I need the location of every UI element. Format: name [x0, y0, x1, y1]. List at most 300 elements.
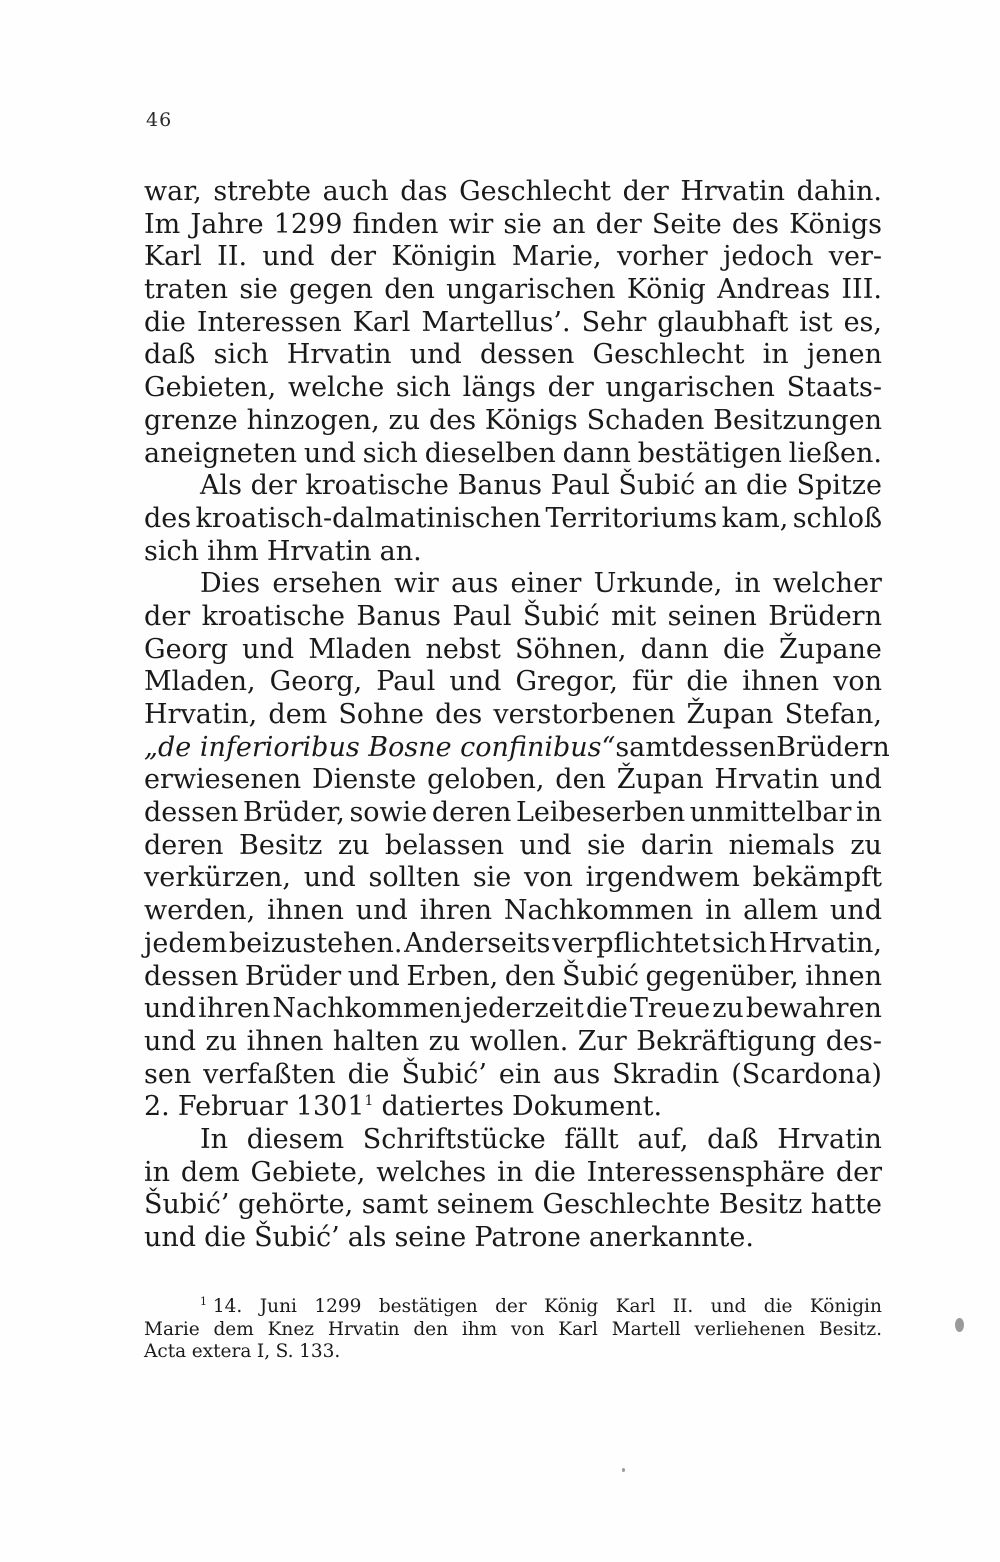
word: Paul [452, 600, 512, 632]
word: gegen [289, 274, 373, 306]
word: zu [712, 993, 744, 1025]
footnote-word: verliehenen [694, 1318, 806, 1340]
word: Karl [144, 241, 202, 273]
word: Anderseits [404, 927, 551, 959]
footnote-line [144, 1341, 882, 1364]
word: Andreas [717, 274, 831, 306]
word: wir [448, 208, 494, 240]
word: Sehr [581, 306, 647, 338]
footnote-word: Acta [144, 1341, 187, 1362]
word: dem [268, 699, 328, 730]
word: Dienste [311, 764, 417, 796]
word: in [705, 895, 732, 927]
word: auf, [637, 1123, 689, 1155]
word: deren [144, 829, 224, 861]
word: längs [462, 372, 536, 404]
word: sich [712, 927, 768, 959]
paper-speck [955, 1318, 964, 1332]
word: und [303, 862, 356, 894]
word: und [519, 829, 572, 861]
word: den [384, 274, 435, 306]
footnote-word: extera [191, 1341, 252, 1362]
word: ver- [828, 241, 882, 273]
text-line [144, 339, 882, 372]
text-line [144, 1026, 882, 1059]
word: Župan [686, 699, 774, 730]
word: kroatische [305, 470, 449, 502]
text-line [144, 307, 882, 340]
word: des [428, 404, 477, 436]
text-line [144, 1059, 882, 1092]
word: samt [361, 1189, 429, 1221]
word: Banus [356, 600, 441, 632]
word: irgendwem [585, 862, 740, 894]
word: Staats- [786, 372, 882, 404]
word: als [347, 1222, 387, 1253]
text-line [144, 372, 882, 405]
word: kam, [721, 502, 789, 534]
word: verstorbenen [493, 699, 676, 730]
word: sie [239, 274, 278, 306]
text-line [144, 895, 882, 928]
text-line [144, 928, 882, 961]
word: des- [825, 1025, 882, 1057]
text-line [144, 470, 882, 503]
word: Paul [550, 470, 610, 502]
word: Territoriums [545, 502, 718, 534]
word: Hrvatin [266, 535, 372, 567]
word: III. [841, 274, 882, 306]
word: Šubić’ [144, 1189, 230, 1221]
word: Šubić [562, 960, 639, 992]
word: Urkunde, [593, 568, 723, 600]
word: 1299 [273, 208, 343, 240]
word: in [144, 1156, 171, 1188]
word: hatte [810, 1189, 882, 1221]
word: Hrvatin [286, 339, 392, 371]
word: und [242, 633, 295, 665]
word: traten [144, 274, 229, 306]
word: Paul [376, 666, 436, 698]
word: welche [287, 372, 385, 404]
word: Königin [391, 241, 497, 273]
word: dann [640, 633, 709, 665]
word: (Scardona) [731, 1058, 882, 1090]
word: seinem [436, 1189, 535, 1221]
word: der [547, 372, 594, 404]
footnote [144, 1296, 882, 1364]
word: zu [337, 829, 370, 861]
word: der [622, 176, 669, 207]
word: ihnen [742, 666, 820, 698]
footnote-word: Karl [615, 1296, 656, 1317]
word: Banus [457, 470, 543, 502]
word: dessen [480, 339, 575, 371]
word: Schaden [586, 404, 705, 436]
word: Geschlecht [459, 176, 611, 207]
text-line [144, 1091, 882, 1124]
word: jedoch [722, 241, 814, 273]
word: sie [472, 862, 512, 894]
word: ihnen [267, 895, 344, 927]
word: Skradin [612, 1058, 720, 1090]
word: der [835, 1156, 882, 1188]
word: von [833, 666, 882, 698]
word: Župane [779, 633, 882, 665]
footnote-reference: 1 [364, 1093, 374, 1110]
body-text [144, 176, 890, 1255]
word: daß [144, 339, 196, 371]
word: und [144, 1025, 197, 1057]
text-line [144, 209, 882, 242]
word: in [855, 797, 882, 829]
word: Königs [484, 404, 578, 436]
word: deren [431, 797, 512, 829]
word: nebst [425, 633, 501, 665]
word: des [435, 699, 483, 730]
word: und [829, 764, 882, 796]
word: samt [615, 731, 682, 763]
word: Söhnen, [515, 633, 627, 665]
word: dem [180, 1156, 240, 1188]
word: ein [498, 1058, 541, 1090]
word: sollten [368, 862, 461, 894]
text-line [144, 568, 882, 601]
text-line [144, 666, 882, 699]
word: Karl [352, 306, 411, 338]
word: 2. [144, 1091, 170, 1123]
footnote-word: I, [256, 1341, 271, 1362]
word: vorher [616, 241, 708, 273]
word: und [449, 666, 502, 698]
text-line [144, 1124, 882, 1157]
word: ihren [198, 993, 271, 1025]
word: in [497, 1156, 524, 1188]
word: niemals [728, 829, 835, 861]
word: ungarischen [605, 372, 775, 404]
word: auch [322, 176, 389, 207]
word: zu [205, 1025, 238, 1057]
footnote-word: Königin [809, 1296, 882, 1317]
word: ließen. [788, 437, 882, 469]
word: und [303, 437, 356, 469]
footnote-word: 133. [299, 1341, 341, 1362]
word: In [200, 1123, 229, 1155]
word: den [504, 960, 556, 992]
word: Brüder, [242, 797, 345, 829]
word: Nachkommen [503, 895, 694, 927]
word: ungarischen [446, 274, 616, 306]
word: Spitze [796, 470, 882, 502]
word: geloben, [427, 764, 545, 796]
word: Gebiete, [250, 1156, 366, 1188]
word: gegenüber, [645, 960, 799, 992]
word: welches [376, 1156, 487, 1188]
word: ersehen [272, 568, 382, 600]
word: dessen [681, 731, 777, 763]
word: Mladen [308, 633, 412, 665]
word: aneigneten [144, 437, 297, 469]
word: fällt [564, 1123, 619, 1155]
word: Besitz [718, 1189, 803, 1221]
word: Geschlechte [542, 1189, 711, 1221]
word: Mladen, [144, 666, 256, 698]
footnote-word: 1299 [314, 1296, 362, 1317]
footnote-word: $^1$ 14. [200, 1294, 243, 1317]
word: und [409, 339, 462, 371]
text-line [144, 862, 882, 895]
word: Treue [629, 993, 711, 1025]
word: belassen [384, 829, 504, 861]
text-line [144, 274, 882, 307]
word: Brüder [244, 960, 342, 992]
word: Hrvatin [680, 176, 786, 207]
word: Nachkommen [272, 993, 462, 1025]
word: ihnen [246, 1025, 324, 1057]
text-line [144, 634, 882, 667]
text-line [144, 536, 882, 569]
footnote-word: Martell [611, 1318, 681, 1340]
footnote-word: bestätigen [378, 1296, 478, 1317]
footnote-word: die [763, 1296, 793, 1317]
text-line [144, 1222, 882, 1255]
word: Geschlecht [592, 339, 745, 371]
word: Interessen [196, 306, 342, 338]
text-line [144, 1189, 882, 1222]
text-line [144, 764, 882, 797]
word: verkürzen, [144, 862, 291, 894]
word: und [355, 895, 408, 927]
word: Brüdern [776, 731, 890, 763]
footnote-word: den [413, 1318, 449, 1340]
paper-speck [622, 1468, 625, 1472]
word: und [144, 993, 197, 1025]
word: Gebieten, [144, 372, 277, 404]
word: schloß [792, 502, 882, 534]
word: den [555, 764, 606, 796]
word: Königs [789, 208, 882, 240]
text-line [144, 699, 882, 732]
word: in [734, 568, 761, 600]
word: Seite [651, 208, 722, 240]
footnote-word: II. [672, 1296, 694, 1317]
word: war, [144, 176, 202, 207]
word: der [595, 208, 642, 240]
word: und [144, 1222, 197, 1253]
footnote-word: und [710, 1296, 747, 1317]
word: dahin. [796, 176, 882, 207]
word: beizustehen. [228, 927, 403, 959]
word: Šubić’ [401, 1058, 487, 1090]
word: in [762, 339, 789, 371]
word: dessen [144, 797, 239, 829]
word: die [144, 306, 186, 338]
word: grenze [144, 404, 238, 436]
word: Februar [177, 1091, 288, 1123]
word: Interessensphäre [586, 1156, 826, 1188]
word: Šubić’ [254, 1222, 340, 1253]
footnote-word: Karl [558, 1318, 598, 1340]
word: die [722, 633, 765, 665]
word: Sohne [338, 699, 424, 730]
word: und [347, 960, 400, 992]
word: ist [799, 306, 833, 338]
word: der [250, 470, 297, 502]
word: ihren [419, 895, 493, 927]
word: Zur [577, 1025, 627, 1057]
word: Stefan, [784, 699, 882, 730]
word: einer [510, 568, 582, 600]
word: sich [213, 339, 269, 371]
word: zu [428, 1025, 461, 1057]
word: anerkannte. [588, 1222, 754, 1253]
word: die [204, 1222, 247, 1253]
text-line [144, 1157, 882, 1190]
word: an. [379, 535, 422, 567]
word: Als [200, 470, 242, 502]
word: an [551, 208, 586, 240]
word: Im [144, 208, 181, 240]
word: 1301$^1$ [295, 1091, 374, 1123]
word: zu [388, 404, 421, 436]
word: jederzeit [463, 993, 585, 1025]
word: jenen [806, 339, 882, 371]
word: sich [144, 535, 200, 567]
word: Hrvatin, [144, 699, 258, 730]
page-number: 46 [146, 109, 173, 131]
word: erwiesenen [144, 764, 302, 796]
word: kroatische [201, 600, 346, 632]
word: welcher [772, 568, 882, 600]
text-line [144, 993, 882, 1026]
word: diesem [246, 1123, 345, 1155]
word: wir [394, 568, 439, 600]
word: halten [332, 1025, 420, 1057]
word: die [686, 666, 729, 698]
word: an [703, 470, 738, 502]
footnote-word: ihm [461, 1318, 498, 1340]
word: aus [552, 1058, 601, 1090]
word: Patrone [474, 1222, 581, 1253]
word: seine [394, 1222, 467, 1253]
text-line [144, 797, 882, 830]
footnote-word: Hrvatin [327, 1318, 400, 1340]
text-line [144, 731, 890, 765]
text-line [144, 601, 882, 634]
word: der [144, 600, 191, 632]
word: wollen. [469, 1025, 569, 1057]
word: seinen [667, 600, 757, 632]
word: Erben, [406, 960, 499, 992]
word: strebte [213, 176, 312, 207]
word: Jahre [190, 208, 264, 240]
word: sich [395, 372, 451, 404]
text-line [144, 438, 882, 471]
word: es, [843, 306, 882, 338]
word: allem [743, 895, 819, 927]
text-line [144, 961, 882, 994]
word: Georg [144, 633, 228, 665]
word: König [626, 274, 706, 306]
word: Besitzungen [713, 404, 882, 436]
text-line [144, 830, 882, 863]
word: Schriftstücke [362, 1123, 546, 1155]
text-line [144, 405, 882, 438]
word: Marie, [511, 241, 602, 273]
word: zu [850, 829, 882, 861]
word: darin [640, 829, 714, 861]
word: werden, [144, 895, 256, 927]
word: für [632, 666, 673, 698]
footnote-word: von [510, 1318, 545, 1340]
word: kroatisch-dalmatinischen [195, 502, 542, 534]
footnote-word: König [544, 1296, 599, 1317]
word: unmittelbar [689, 797, 852, 829]
word: verpflichtet [552, 927, 711, 959]
word: gehörte, [238, 1189, 354, 1221]
footnote-word: Marie [144, 1318, 200, 1340]
text-line [144, 176, 882, 209]
word: Georg, [269, 666, 363, 698]
word: dessen [144, 960, 239, 992]
word: jedem [144, 927, 228, 959]
word: datiertes [381, 1091, 504, 1123]
word: Dokument. [512, 1091, 663, 1123]
footnote-word: S. [275, 1341, 294, 1362]
word: dieselben [424, 437, 556, 469]
word: sie [586, 829, 626, 861]
word: Hrvatin, [768, 927, 882, 959]
word: Brüdern [768, 600, 882, 632]
word: aus [450, 568, 499, 600]
word: Martellus’. [421, 306, 571, 338]
word: sen [144, 1058, 192, 1090]
word: und [262, 241, 315, 273]
word: ihm [207, 535, 259, 567]
word: die [586, 993, 628, 1025]
word: die [533, 1156, 576, 1188]
footnote-word: Knez [267, 1318, 315, 1340]
word: sie [503, 208, 542, 240]
word: Šubić [522, 600, 600, 632]
word: von [524, 862, 573, 894]
word: finden [352, 208, 439, 240]
word: hinzogen, [246, 404, 380, 436]
word: daß [707, 1123, 759, 1155]
word: II. [217, 241, 248, 273]
footnote-word: Besitz. [818, 1318, 882, 1340]
footnote-word: Juni [259, 1296, 297, 1317]
word: das [400, 176, 448, 207]
word: bewahren [745, 993, 882, 1025]
word: Besitz [239, 829, 323, 861]
word: des [144, 502, 192, 534]
word: sich [362, 437, 418, 469]
word: Hrvatin [714, 764, 820, 796]
word: bestätigen [637, 437, 782, 469]
word: Župan [616, 764, 704, 796]
word: Šubić [618, 470, 696, 502]
text-line [144, 241, 882, 274]
word: Gregor, [515, 666, 618, 698]
word: Dies [200, 568, 261, 600]
word: verfaßten [203, 1058, 336, 1090]
word: sowie [349, 797, 428, 829]
word: Hrvatin [777, 1123, 882, 1155]
word: die [347, 1058, 390, 1090]
word: des [731, 208, 779, 240]
word: der [329, 241, 376, 273]
